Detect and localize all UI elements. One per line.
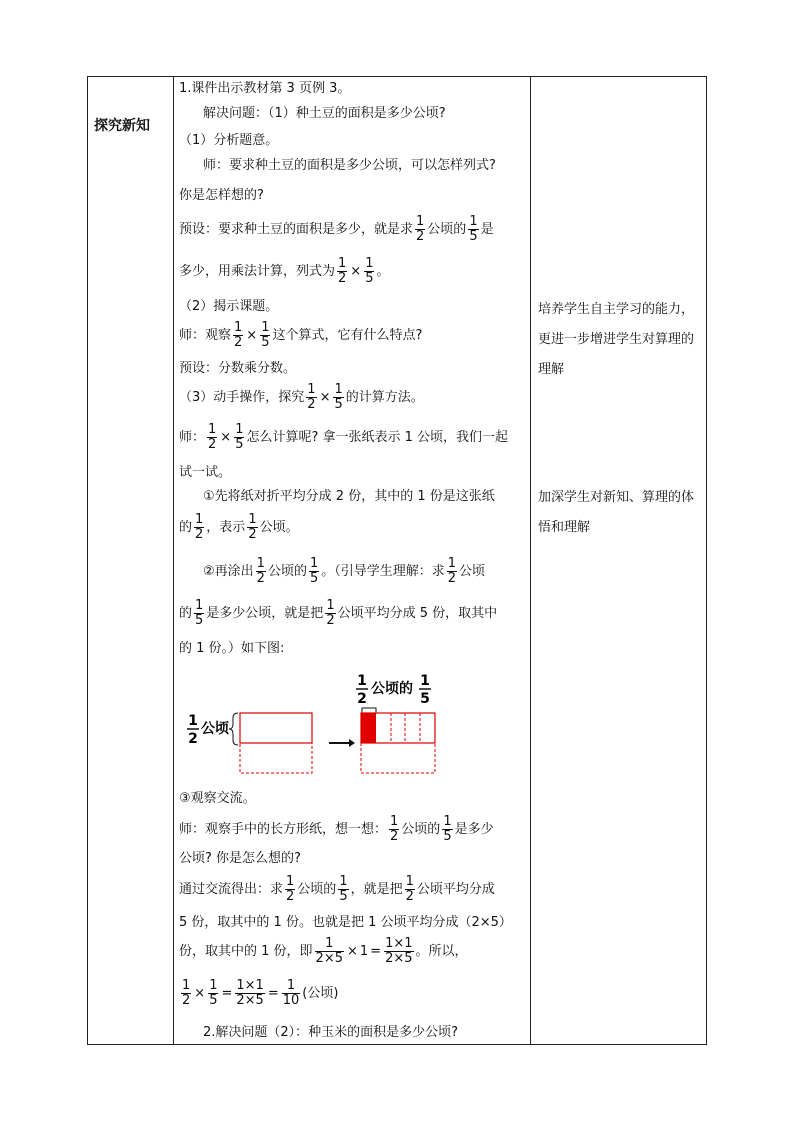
text: 是 (480, 222, 494, 237)
text: (公顷) (302, 986, 339, 1001)
denominator: 5 (365, 271, 374, 286)
line: ③观察交流。 (179, 791, 256, 806)
figure-denominator: 5 (420, 691, 430, 707)
numerator: 1 (339, 874, 348, 889)
shaded-part (361, 713, 376, 743)
denominator: 5 (443, 829, 452, 844)
figure-numerator: 1 (420, 673, 430, 689)
denominator: 2 (248, 527, 257, 542)
text: 公顷。 (259, 520, 299, 535)
figure-numerator: 1 (357, 673, 367, 689)
fraction (325, 599, 335, 628)
fraction (194, 513, 204, 542)
line: 5 份，取其中的 1 份。也就是把 1 公顷平均分成（2×5） (179, 915, 512, 930)
line: 师：要求种土豆的面积是多少公顷，可以怎样列式? (203, 158, 496, 173)
line (179, 815, 494, 844)
line: 试一试。 (179, 465, 232, 480)
text: 这个算式，它有什么特点? (272, 328, 423, 343)
text: 是多少公顷，就是把 (206, 606, 324, 621)
note: 培养学生自主学习的能力，更进一步增进学生对算理的理解 (538, 302, 695, 377)
numerator: 1 (234, 320, 243, 335)
denominator: 5 (334, 397, 343, 412)
operator: × (246, 328, 258, 343)
text: 的 (179, 606, 193, 621)
fraction (468, 215, 478, 244)
numerator: 1 (209, 978, 218, 993)
numerator: 1 (256, 556, 265, 571)
fraction (384, 937, 413, 966)
numerator: 1 (235, 422, 244, 437)
denominator: 5 (195, 613, 204, 628)
fraction (256, 557, 266, 586)
section-label: 探究新知 (94, 118, 150, 134)
line (179, 937, 468, 966)
operator: = (370, 944, 382, 959)
numerator: 1 (443, 814, 452, 829)
numerator: 1 (326, 598, 335, 613)
line: 解决问题：（1）种土豆的面积是多少公顷? (203, 106, 446, 121)
fraction (260, 321, 270, 350)
denominator: 2 (256, 571, 265, 586)
figure-left-label: 公顷 (201, 721, 229, 737)
number: 1 (359, 944, 369, 959)
numerator: 1 (195, 512, 204, 527)
notes-column (530, 77, 708, 1044)
figure-denominator: 2 (357, 691, 367, 707)
operator: × (346, 944, 358, 959)
fraction (415, 215, 425, 244)
figure-denominator: 2 (188, 731, 198, 747)
denominator: 5 (235, 437, 244, 452)
denominator: 2 (286, 889, 295, 904)
fraction (247, 513, 257, 542)
denominator: 2×5 (315, 951, 343, 966)
operator: = (267, 986, 279, 1001)
fraction (364, 257, 374, 286)
arrowhead-icon (349, 739, 355, 747)
text: 师：观察手中的长方形纸，想一想： (179, 822, 388, 837)
text: 公顷的 (401, 822, 441, 837)
numerator: 1 (405, 874, 414, 889)
line: （1）分析题意。 (179, 133, 279, 148)
figure-right-label: 公顷的 (371, 681, 413, 697)
numerator: 1 (307, 382, 316, 397)
half-rect (240, 713, 312, 743)
numerator: 1 (195, 598, 204, 613)
line: （2）揭示课题。 (179, 299, 279, 314)
lesson-table (87, 76, 707, 1045)
text: 。（引导学生理解：求 (321, 564, 445, 579)
text: 公顷的 (427, 222, 467, 237)
text: 公顷平均分成 5 份，取其中 (337, 606, 498, 621)
text: 。 (376, 264, 390, 279)
text: 的计算方法。 (345, 390, 424, 405)
numerator: 1 (334, 382, 343, 397)
line: 2.解决问题（2）：种玉米的面积是多少公顷? (203, 1025, 459, 1040)
text: 的 (179, 520, 193, 535)
numerator: 1 (469, 214, 478, 229)
text: ，表示 (206, 520, 246, 535)
text: （3）动手操作，探究 (179, 390, 305, 405)
denominator: 2 (338, 271, 347, 286)
line (179, 383, 424, 412)
text: 通过交流得出：求 (179, 882, 284, 897)
text: 怎么计算呢? 拿一张纸表示 1 公顷，我们一起 (246, 430, 509, 445)
line (203, 557, 485, 586)
numerator: 1 (208, 422, 217, 437)
text: 预设：要求种土豆的面积是多少，就是求 (179, 222, 414, 237)
denominator: 5 (209, 993, 218, 1008)
line (179, 257, 390, 286)
fraction (333, 383, 343, 412)
line (179, 321, 422, 350)
operator: × (220, 430, 232, 445)
numerator: 1 (182, 978, 191, 993)
line: 的 1 份。）如下图: (179, 641, 285, 656)
operator: × (319, 390, 331, 405)
numerator: 1×1 (236, 978, 264, 993)
fraction (233, 321, 243, 350)
text: ②再涂出 (203, 564, 254, 579)
fraction-diagram (183, 669, 463, 784)
line: 公顷? 你是怎么想的? (179, 851, 301, 866)
line: 你是怎样想的? (179, 188, 264, 203)
other-half-rect (361, 743, 435, 773)
text: 是多少 (454, 822, 494, 837)
bracket-icon (362, 708, 376, 713)
denominator: 5 (261, 335, 270, 350)
fraction (389, 815, 399, 844)
numerator: 1 (248, 512, 257, 527)
denominator: 2 (326, 613, 335, 628)
numerator: 1×1 (385, 936, 413, 951)
text: 多少，用乘法计算，列式为 (179, 264, 336, 279)
fraction (235, 979, 264, 1008)
line: 预设：分数乘分数。 (179, 361, 297, 376)
denominator: 2 (208, 437, 217, 452)
denominator: 2 (307, 397, 316, 412)
text: 公顷的 (297, 882, 337, 897)
numerator: 1 (338, 256, 347, 271)
denominator: 5 (469, 229, 478, 244)
operator: × (194, 986, 206, 1001)
text: 公顷平均分成 (416, 882, 495, 897)
denominator: 2 (390, 829, 399, 844)
text: ，就是把 (350, 882, 403, 897)
operator: = (221, 986, 233, 1001)
fraction (208, 979, 218, 1008)
note: 加深学生对新知、算理的体悟和理解 (538, 490, 695, 535)
denominator: 5 (309, 571, 319, 586)
brace-icon (229, 713, 238, 745)
content-column (173, 77, 530, 1044)
line (179, 599, 497, 628)
fraction (405, 875, 415, 904)
denominator: 2 (405, 889, 414, 904)
fraction (285, 875, 295, 904)
line (179, 215, 494, 244)
fraction (194, 599, 204, 628)
numerator: 1 (416, 214, 425, 229)
numerator: 1 (365, 256, 374, 271)
numerator: 1 (315, 937, 344, 952)
denominator: 2 (416, 229, 425, 244)
numerator: 1 (282, 979, 301, 994)
denominator: 2 (447, 571, 457, 586)
text: 份，取其中的 1 份，即 (179, 944, 313, 959)
numerator: 1 (309, 556, 319, 571)
denominator: 2 (195, 527, 204, 542)
fraction (207, 423, 217, 452)
line (179, 875, 495, 904)
fraction (234, 423, 244, 452)
text: 师： (179, 430, 206, 445)
text: 公顷 (459, 564, 486, 579)
fraction (309, 557, 319, 586)
fraction (315, 937, 344, 966)
denominator: 5 (339, 889, 348, 904)
line (179, 513, 299, 542)
text: 师：观察 (179, 328, 232, 343)
figure-numerator: 1 (188, 713, 198, 729)
numerator: 1 (447, 556, 457, 571)
operator: × (350, 264, 362, 279)
fraction (447, 557, 457, 586)
fraction (338, 875, 348, 904)
text: 公顷的 (267, 564, 307, 579)
fraction (337, 257, 347, 286)
denominator: 10 (282, 993, 300, 1008)
line (179, 423, 508, 452)
denominator: 2 (234, 335, 243, 350)
numerator: 1 (286, 874, 295, 889)
line (179, 979, 338, 1008)
fraction (442, 815, 452, 844)
line: 1.课件出示教材第 3 页例 3。 (179, 81, 351, 96)
text: 。所以， (415, 944, 468, 959)
denominator: 2 (182, 993, 191, 1008)
denominator: 2×5 (385, 951, 413, 966)
numerator: 1 (390, 814, 399, 829)
fraction (181, 979, 191, 1008)
line: ①先将纸对折平均分成 2 份，其中的 1 份是这张纸 (203, 489, 495, 504)
other-half-rect (240, 743, 312, 773)
fraction (282, 979, 301, 1008)
numerator: 1 (261, 320, 270, 335)
denominator: 2×5 (236, 993, 264, 1008)
fraction (306, 383, 316, 412)
